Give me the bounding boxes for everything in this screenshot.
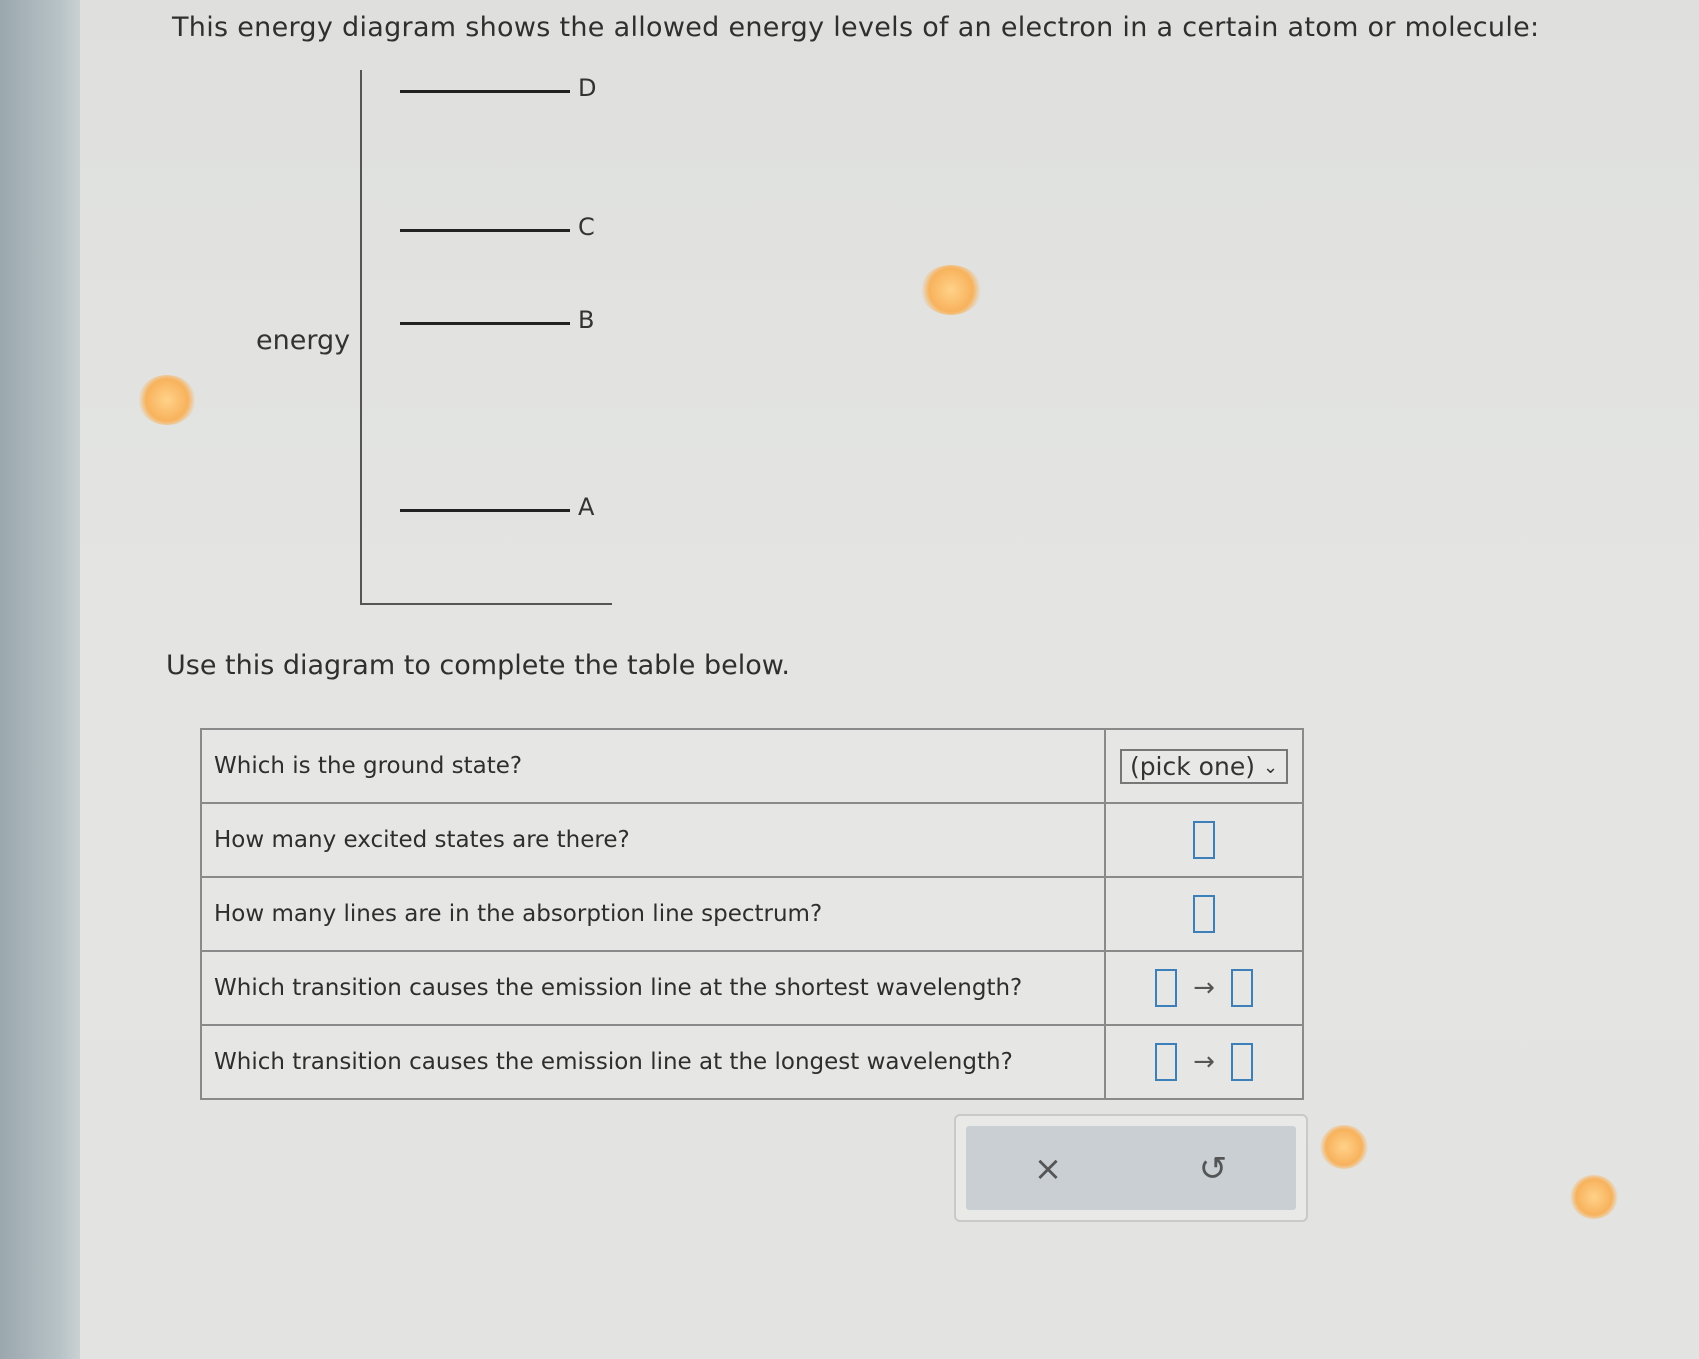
table-row bbox=[201, 803, 1303, 877]
reset-button[interactable] bbox=[1188, 1144, 1238, 1194]
clear-button[interactable] bbox=[1023, 1144, 1073, 1194]
longest-from-input[interactable] bbox=[1155, 1043, 1177, 1081]
energy-axis bbox=[360, 70, 362, 605]
shortest-from-input[interactable] bbox=[1155, 969, 1177, 1007]
energy-axis-label: energy bbox=[256, 325, 351, 356]
action-bar bbox=[966, 1126, 1296, 1210]
table-row bbox=[201, 951, 1303, 1025]
table-row bbox=[201, 1025, 1303, 1099]
instruction-text: Use this diagram to complete the table below. bbox=[166, 650, 790, 681]
energy-level-c bbox=[400, 229, 570, 232]
question-ground-state: Which is the ground state? bbox=[201, 729, 1105, 803]
question-excited-states: How many excited states are there? bbox=[201, 803, 1105, 877]
energy-level-label-c: C bbox=[578, 213, 595, 241]
light-glare bbox=[1570, 1175, 1618, 1219]
table-row bbox=[201, 877, 1303, 951]
energy-level-label-d: D bbox=[578, 74, 597, 102]
energy-diagram bbox=[240, 70, 640, 610]
baseline-axis bbox=[360, 603, 612, 605]
energy-level-a bbox=[400, 509, 570, 512]
answer-cell bbox=[1105, 803, 1303, 877]
light-glare bbox=[920, 265, 982, 315]
energy-level-d bbox=[400, 90, 570, 93]
intro-text: This energy diagram shows the allowed energy levels of an electron in a certain atom or molecule: bbox=[172, 12, 1540, 43]
ground-state-select[interactable] bbox=[1120, 749, 1288, 784]
light-glare bbox=[1320, 1125, 1368, 1169]
answer-cell bbox=[1105, 1025, 1303, 1099]
energy-level-label-a: A bbox=[578, 493, 595, 521]
right-arrow-icon: → bbox=[1193, 973, 1215, 1003]
answer-cell bbox=[1105, 951, 1303, 1025]
energy-level-b bbox=[400, 322, 570, 325]
table-row bbox=[201, 729, 1303, 803]
question-absorption-lines: How many lines are in the absorption line spectrum? bbox=[201, 877, 1105, 951]
close-icon: × bbox=[1033, 1149, 1063, 1189]
excited-states-input[interactable] bbox=[1193, 821, 1215, 859]
energy-level-label-b: B bbox=[578, 306, 595, 334]
undo-icon: ↺ bbox=[1198, 1149, 1228, 1189]
question-shortest-wavelength: Which transition causes the emission line at the shortest wavelength? bbox=[201, 951, 1105, 1025]
select-value: (pick one) bbox=[1129, 751, 1255, 781]
chevron-down-icon: ⌄ bbox=[1262, 757, 1279, 778]
question-longest-wavelength: Which transition causes the emission line at the longest wavelength? bbox=[201, 1025, 1105, 1099]
light-glare bbox=[138, 375, 196, 425]
shortest-to-input[interactable] bbox=[1231, 969, 1253, 1007]
question-table bbox=[200, 728, 1304, 1100]
answer-cell bbox=[1105, 729, 1303, 803]
action-panel bbox=[954, 1114, 1308, 1222]
right-arrow-icon: → bbox=[1193, 1047, 1215, 1077]
longest-to-input[interactable] bbox=[1231, 1043, 1253, 1081]
answer-cell bbox=[1105, 877, 1303, 951]
absorption-lines-input[interactable] bbox=[1193, 895, 1215, 933]
